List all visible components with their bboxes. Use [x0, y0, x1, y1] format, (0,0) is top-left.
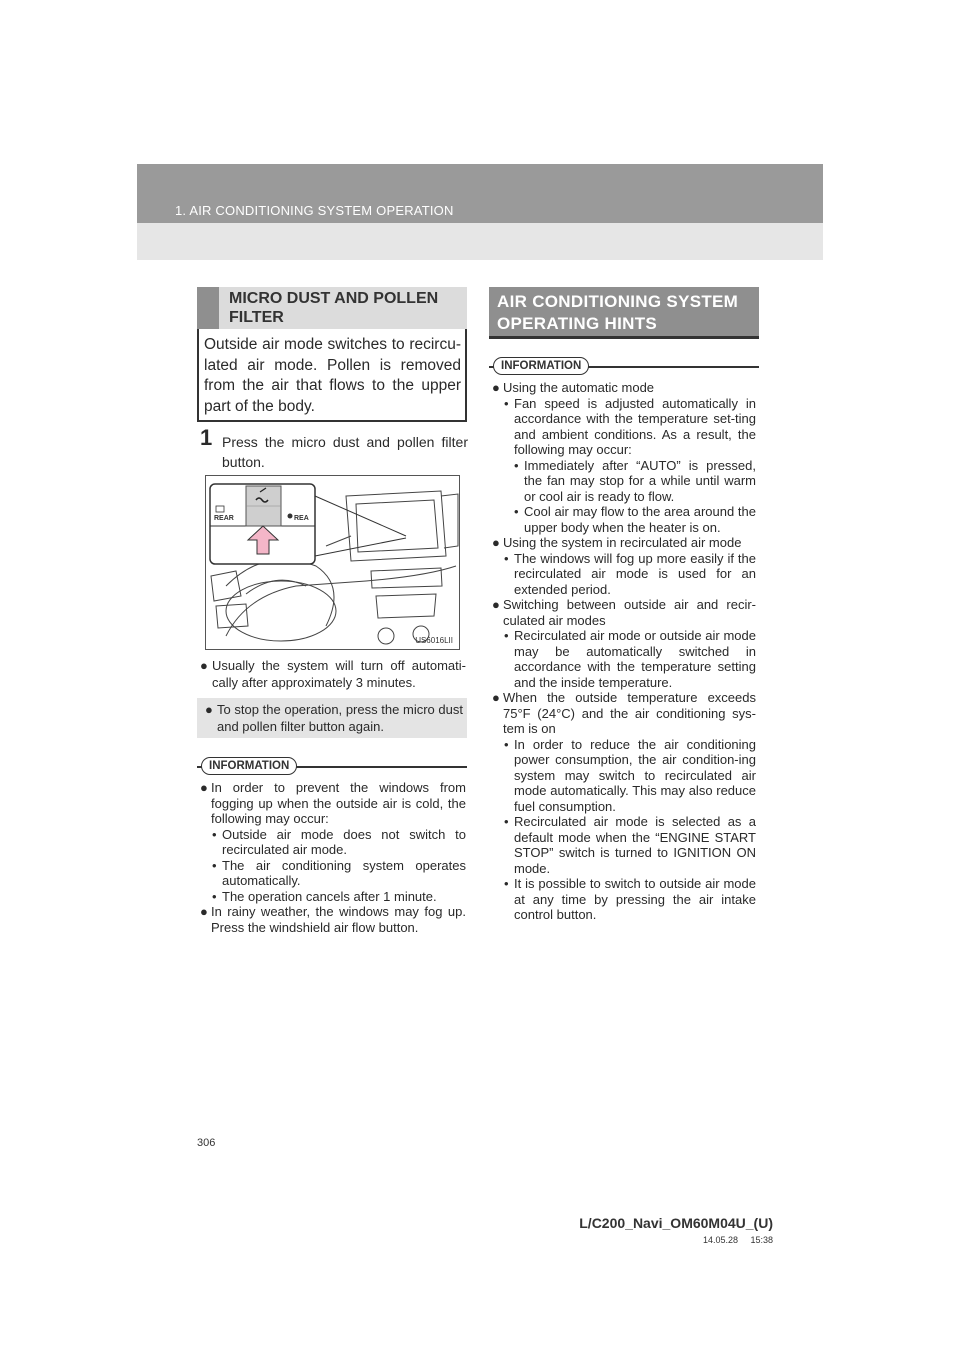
bullet-icon: ● — [492, 535, 500, 550]
page-number: 306 — [197, 1137, 216, 1149]
dashboard-illustration — [205, 475, 460, 650]
auto-off-note — [200, 657, 466, 691]
page-header — [137, 164, 823, 260]
document-code: L/C200_Navi_OM60M04U_(U) — [579, 1215, 773, 1231]
list-item: ● When the outside temperature exceeds 75°F (24°C) and the air conditioning sys-tem is on — [492, 690, 756, 736]
panel-label-right: REA — [294, 515, 309, 522]
hints-heading-box — [489, 287, 759, 339]
list-item: ● Using the system in recirculated air mode — [492, 535, 742, 550]
list-item: ● Using the automatic mode — [492, 380, 655, 395]
step-text: Press the micro dust and pollen filter button. — [222, 434, 468, 470]
info-label-right: INFORMATION — [493, 357, 589, 375]
stop-tip-text: To stop the operation, press the micro dust and pollen filter button again. — [217, 702, 463, 734]
list-item: • Recirculated air mode or outside air mode may be automatically switched in accordance with the temperature setting and the inside temperature. — [504, 628, 756, 690]
bullet-icon: ● — [205, 702, 213, 717]
list-item: • Fan speed is adjusted automatically in accordance with the temperature set-ting and ambient conditions. As a result, the following may occur: — [504, 395, 756, 457]
info-label-left: INFORMATION — [201, 757, 297, 775]
panel-label-left: REAR — [214, 515, 234, 522]
bullet-icon: ● — [492, 380, 500, 395]
filter-heading: MICRO DUST AND POLLEN FILTER — [229, 290, 439, 326]
dashboard-drawing — [206, 476, 460, 650]
bullet-icon: ● — [200, 658, 208, 673]
stop-tip — [197, 698, 467, 738]
step-number: 1 — [200, 425, 213, 450]
list-item: • Immediately after “AUTO” is pressed, the fan may stop for a while until warm or cool air is ready to flow. — [514, 457, 756, 504]
list-item: • The windows will fog up more easily if the recirculated air mode is used for an extended period. — [504, 550, 756, 597]
bullet-icon: ● — [200, 904, 208, 919]
auto-off-text: Usually the system will turn off automati-cally after approximately 3 minutes. — [212, 658, 466, 690]
bullet-icon: ● — [492, 690, 500, 705]
section-title: 1. AIR CONDITIONING SYSTEM OPERATION — [175, 203, 454, 218]
list-item: • The operation cancels after 1 minute. — [212, 888, 437, 904]
heading-bar — [197, 287, 219, 329]
list-item: ● Switching between outside air and recir-culated air modes — [492, 597, 756, 628]
list-item: ● In rainy weather, the windows may fog up. Press the windshield air flow button. — [200, 904, 466, 935]
filter-intro: Outside air mode switches to recircu-lated air mode. Pollen is removed from the air that flows to the upper part of the body. — [197, 329, 467, 422]
list-item: • It is possible to switch to outside air mode at any time by pressing the air intake control button. — [504, 876, 756, 922]
list-item: • The air conditioning system operates automatically. — [212, 857, 466, 888]
filter-heading-box — [197, 287, 467, 329]
bullet-icon: ● — [492, 597, 500, 612]
list-item: ● In order to prevent the windows from fogging up when the outside air is cold, the following may occur: — [200, 780, 466, 826]
header-top-bar — [137, 164, 823, 223]
info-list-right — [492, 380, 756, 923]
step-1 — [200, 425, 468, 472]
list-item: • Cool air may flow to the area around the upper body when the heater is on. — [514, 504, 756, 535]
hints-heading: AIR CONDITIONING SYSTEM OPERATING HINTS — [497, 292, 739, 333]
list-item: • Outside air mode does not switch to recirculated air mode. — [212, 826, 466, 857]
bullet-icon: ● — [200, 780, 208, 795]
info-list-left — [200, 780, 466, 935]
list-item: • In order to reduce the air conditioning power consumption, the air condition-ing system may switch to recirculated air mode automatically. This may also reduce fuel consumption. — [504, 736, 756, 814]
illustration-caption: US6016LII — [415, 636, 453, 645]
print-timestamp: 14.05.28 15:38 — [702, 1235, 773, 1245]
list-item: • Recirculated air mode is selected as a default mode when the “ENGINE START STOP” switch is turned to IGNITION ON mode. — [504, 814, 756, 876]
